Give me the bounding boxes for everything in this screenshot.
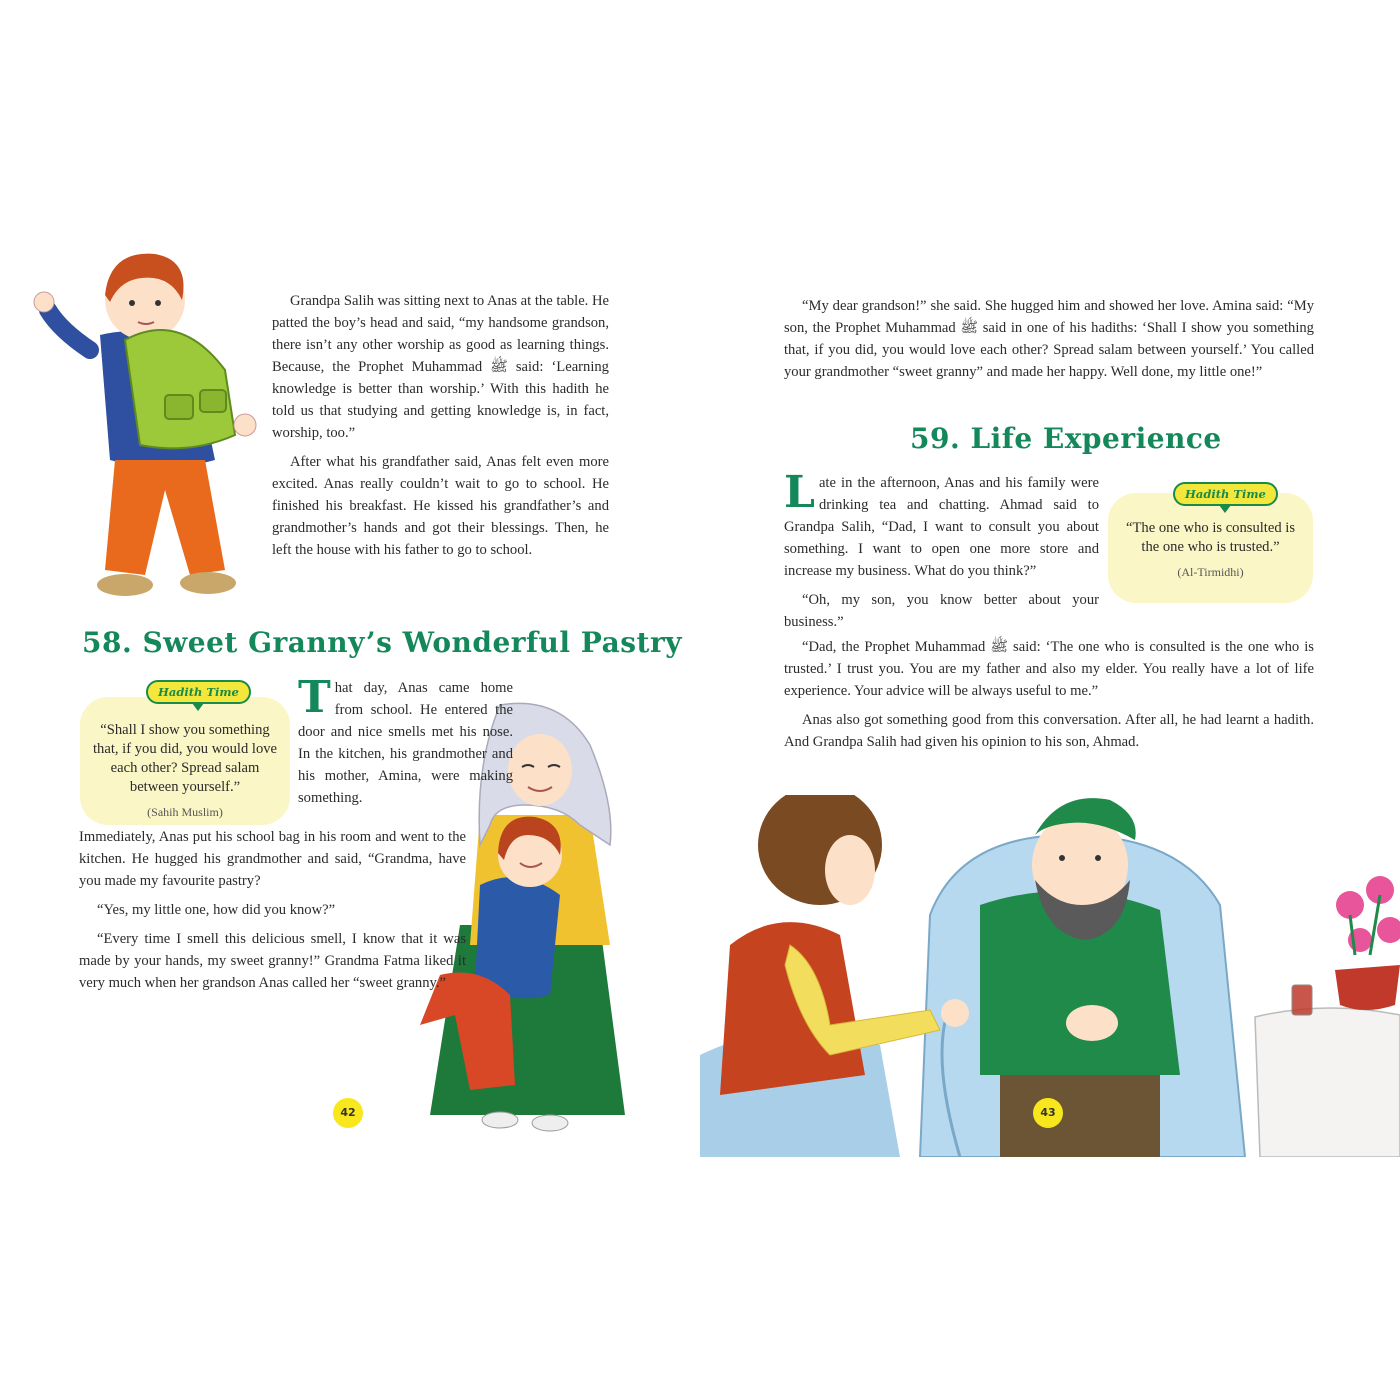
paragraph: “My dear grandson!” she said. She hugged him and showed her love. Amina said: “My son, the Prophet Muhammad ﷺ said in one of his hadiths: ‘Shall I show you something that, if you did, you would love each other? Spread salam between yourself.’ You called your grandmother “sweet granny” and made her happy. Well done, my little one!” (784, 298, 1314, 380)
story-heading-58: 58. Sweet Granny’s Wonderful Pastry (82, 626, 682, 659)
hadith-quote: “Shall I show you something that, if you did, you would love each other? Spread salam between yourself.” (92, 722, 278, 795)
hadith-time-badge: Hadith Time (146, 680, 251, 704)
dropcap-letter: L (784, 467, 815, 518)
hadith-time-badge: Hadith Time (1173, 482, 1278, 506)
story-heading-59: 59. Life Experience (910, 422, 1222, 455)
paragraph: Grandpa Salih was sitting next to Anas at the table. He patted the boy’s head and said, “my handsome grandson, there isn’t any other worship as good as learning things. Because, the Prophet Muhammad ﷺ said: ‘Learning knowledge is better than worship.’ With this hadith he told us that studying and getting knowledge is, in fact, worship, too.” (272, 293, 609, 441)
paragraph: ate in the afternoon, Anas and his family were drinking tea and chatting. Ahmad said to Grandpa Salih, “Dad, I want to consult you about something. I want to open one more store and increase my business. What do you think?” (784, 475, 1099, 579)
hadith-box (80, 697, 290, 825)
dropcap-letter: T (298, 672, 331, 723)
paragraph: After what his grandfather said, Anas felt even more excited. Anas really couldn’t wait to go to school. He finished his breakfast. He kissed his grandfather’s and grandmother’s hands and got their blessings. Then, he left the house with his father to go to school. (272, 454, 609, 558)
page-number-badge: 43 (1033, 1098, 1063, 1128)
right-story-text-top (784, 467, 1099, 640)
right-page (700, 0, 1400, 1400)
left-story-text-bottom (79, 826, 466, 1001)
hadith-source: (Sahih Muslim) (147, 805, 223, 819)
page-number-badge: 42 (333, 1098, 363, 1128)
boy-with-backpack-illustration (30, 240, 270, 610)
hadith-source: (Al-Tirmidhi) (1177, 565, 1244, 579)
paragraph: “Dad, the Prophet Muhammad ﷺ said: ‘The one who is consulted is the one who is trusted.’ I trust you. You are my father and also my elder. You really have a lot of life experience. Your advice will be always useful to me.” (784, 639, 1314, 699)
paragraph: hat day, Anas came home from school. He entered the door and nice smells met his nose. In the kitchen, his grandmother and his mother, Amina, were making something. (298, 680, 513, 806)
paragraph: Anas also got something good from this conversation. After all, he had learnt a hadith. And Grandpa Salih had given his opinion to his son, Ahmad. (784, 712, 1314, 750)
paragraph: “Every time I smell this delicious smell, I know that it was made by your hands, my sweet granny!” Grandma Fatma liked it very much when her grandson Anas called her “sweet granny.” (79, 931, 466, 991)
paragraph: Immediately, Anas put his school bag in his room and went to the kitchen. He hugged his grandmother and said, “Grandma, have you made my favourite pastry? (79, 829, 466, 889)
paragraph: “Yes, my little one, how did you know?” (97, 902, 336, 918)
hadith-quote: “The one who is consulted is the one who is trusted.” (1126, 520, 1296, 555)
left-top-text (272, 290, 609, 568)
right-top-text (784, 295, 1314, 390)
hadith-box (1108, 493, 1313, 603)
paragraph: “Oh, my son, you know better about your business.” (784, 592, 1099, 630)
right-story-text-bottom (784, 636, 1314, 760)
left-story-text-top (298, 672, 513, 816)
